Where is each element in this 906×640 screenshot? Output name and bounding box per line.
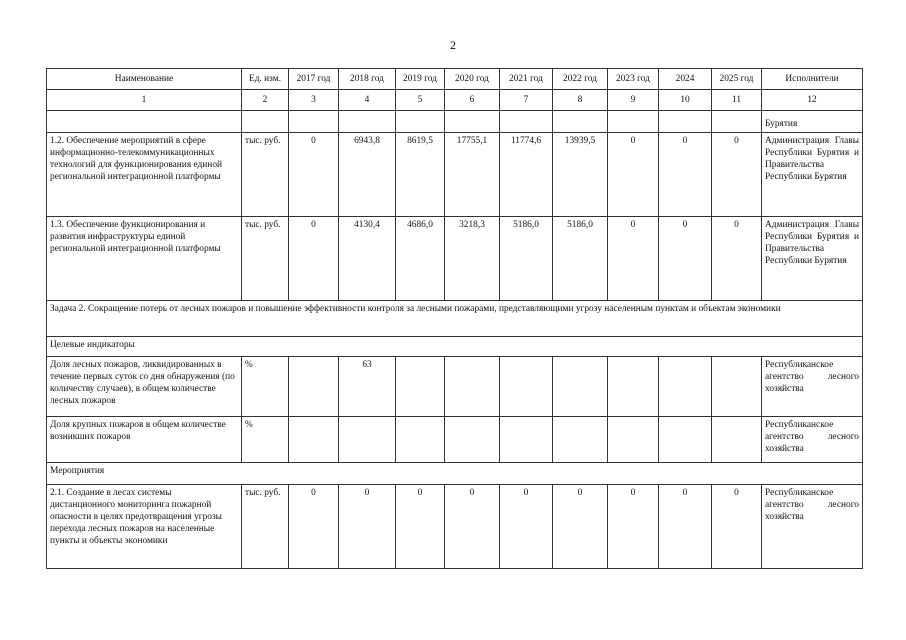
- unit-cell: тыс. руб.: [242, 485, 289, 569]
- value-cell: 17755,1: [445, 133, 500, 217]
- col-header: 2017 год: [289, 69, 339, 90]
- name-cell: Доля крупных пожаров в общем количестве возникших пожаров: [47, 417, 242, 463]
- executor-cell: Администрация Главы Республики Бурятия и Правительства Республики Бурятия: [762, 133, 863, 217]
- name-cell: 1.3. Обеспечение функционирования и развития инфраструктуры единой региональной интеграционной платформы: [47, 217, 242, 301]
- col-header: 2018 год: [339, 69, 396, 90]
- section-heading-row: [47, 463, 863, 485]
- executor-cell: Бурятия: [762, 111, 863, 133]
- value-cell: 0: [289, 485, 339, 569]
- value-cell: 0: [553, 485, 608, 569]
- value-cell: [608, 417, 659, 463]
- col-number: 9: [608, 90, 659, 111]
- indicator-row: [47, 417, 863, 463]
- name-cell: 1.2. Обеспечение мероприятий в сфере информационно-телекоммуникационных технологий для функционирования единой региональной интеграционной платформы: [47, 133, 242, 217]
- value-cell: [339, 417, 396, 463]
- value-cell: 0: [608, 133, 659, 217]
- empty-cell: [47, 111, 242, 133]
- value-cell: 0: [289, 133, 339, 217]
- col-number: 6: [445, 90, 500, 111]
- value-cell: [712, 357, 762, 417]
- value-cell: [553, 417, 608, 463]
- value-cell: 5186,0: [553, 217, 608, 301]
- col-header: 2019 год: [396, 69, 445, 90]
- value-cell: 0: [608, 217, 659, 301]
- empty-cell: [242, 111, 289, 133]
- section-heading-text: Мероприятия: [47, 463, 863, 485]
- value-cell: [396, 417, 445, 463]
- col-header: Наименование: [47, 69, 242, 90]
- value-cell: 8619,5: [396, 133, 445, 217]
- col-number: 5: [396, 90, 445, 111]
- col-header: 2025 год: [712, 69, 762, 90]
- value-cell: 5186,0: [500, 217, 553, 301]
- unit-cell: %: [242, 417, 289, 463]
- col-number: 12: [762, 90, 863, 111]
- value-cell: 6943,8: [339, 133, 396, 217]
- value-cell: 0: [712, 217, 762, 301]
- value-cell: 0: [659, 133, 712, 217]
- value-cell: 0: [396, 485, 445, 569]
- value-cell: [445, 357, 500, 417]
- col-number: 8: [553, 90, 608, 111]
- empty-cell: [396, 111, 445, 133]
- empty-cell: [553, 111, 608, 133]
- value-cell: 4686,0: [396, 217, 445, 301]
- empty-cell: [712, 111, 762, 133]
- value-cell: [445, 417, 500, 463]
- empty-cell: [500, 111, 553, 133]
- program-table: [46, 68, 863, 569]
- value-cell: [500, 357, 553, 417]
- value-cell: 0: [339, 485, 396, 569]
- col-header: 2021 год: [500, 69, 553, 90]
- value-cell: [500, 417, 553, 463]
- value-cell: [553, 357, 608, 417]
- unit-cell: %: [242, 357, 289, 417]
- empty-cell: [659, 111, 712, 133]
- col-number: 2: [242, 90, 289, 111]
- measure-row: [47, 217, 863, 301]
- col-header: 2020 год: [445, 69, 500, 90]
- value-cell: [659, 357, 712, 417]
- value-cell: 63: [339, 357, 396, 417]
- task-heading-text: Задача 2. Сокращение потерь от лесных пожаров и повышение эффективности контроля за лесными пожарами, представляющими угрозу населенным пунктам и объектам экономики: [47, 301, 863, 337]
- col-number: 7: [500, 90, 553, 111]
- header-row: [47, 69, 863, 90]
- value-cell: 0: [445, 485, 500, 569]
- column-number-row: [47, 90, 863, 111]
- unit-cell: тыс. руб.: [242, 217, 289, 301]
- carryover-row: [47, 111, 863, 133]
- section-heading-text: Целевые индикаторы: [47, 337, 863, 357]
- value-cell: [289, 417, 339, 463]
- executor-cell: Республиканское агентство лесного хозяйства: [762, 417, 863, 463]
- empty-cell: [445, 111, 500, 133]
- value-cell: 13939,5: [553, 133, 608, 217]
- executor-cell: Республиканское агентство лесного хозяйства: [762, 485, 863, 569]
- value-cell: 0: [659, 485, 712, 569]
- unit-cell: тыс. руб.: [242, 133, 289, 217]
- col-header: 2022 год: [553, 69, 608, 90]
- value-cell: [396, 357, 445, 417]
- empty-cell: [608, 111, 659, 133]
- indicator-row: [47, 357, 863, 417]
- col-header: Исполнители: [762, 69, 863, 90]
- value-cell: 4130,4: [339, 217, 396, 301]
- measure-row: [47, 133, 863, 217]
- value-cell: 0: [712, 133, 762, 217]
- value-cell: [289, 357, 339, 417]
- value-cell: 0: [500, 485, 553, 569]
- col-number: 11: [712, 90, 762, 111]
- name-cell: Доля лесных пожаров, ликвидированных в течение первых суток со дня обнаружения (по количеству случаев), в общем количестве лесных пожаров: [47, 357, 242, 417]
- executor-cell: Администрация Главы Республики Бурятия и Правительства Республики Бурятия: [762, 217, 863, 301]
- col-number: 4: [339, 90, 396, 111]
- col-number: 1: [47, 90, 242, 111]
- value-cell: 3218,3: [445, 217, 500, 301]
- col-number: 3: [289, 90, 339, 111]
- empty-cell: [289, 111, 339, 133]
- value-cell: 0: [659, 217, 712, 301]
- col-number: 10: [659, 90, 712, 111]
- name-cell: 2.1. Создание в лесах системы дистанционного мониторинга пожарной опасности в целях предотвращения угрозы перехода лесных пожаров на населенные пункты и объекты экономики: [47, 485, 242, 569]
- page-number: 2: [450, 38, 456, 52]
- col-header: 2023 год: [608, 69, 659, 90]
- col-header: 2024: [659, 69, 712, 90]
- value-cell: 0: [712, 485, 762, 569]
- value-cell: [608, 357, 659, 417]
- value-cell: [712, 417, 762, 463]
- value-cell: 0: [289, 217, 339, 301]
- measure-row: [47, 485, 863, 569]
- executor-cell: Республиканское агентство лесного хозяйства: [762, 357, 863, 417]
- value-cell: [659, 417, 712, 463]
- value-cell: 0: [608, 485, 659, 569]
- empty-cell: [339, 111, 396, 133]
- value-cell: 11774,6: [500, 133, 553, 217]
- col-header: Ед. изм.: [242, 69, 289, 90]
- task-heading-row: [47, 301, 863, 337]
- section-heading-row: [47, 337, 863, 357]
